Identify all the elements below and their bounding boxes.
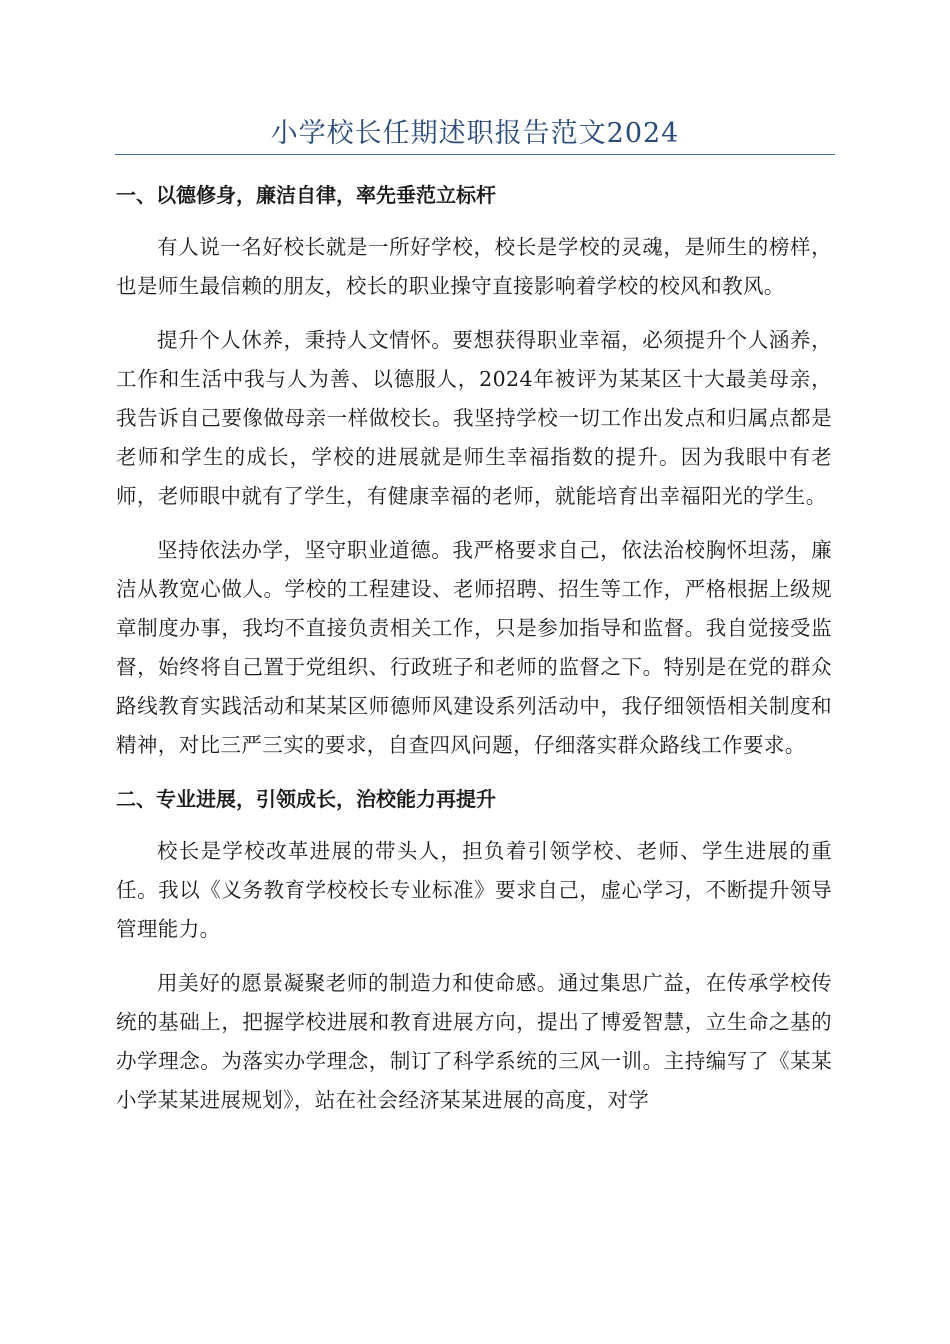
section-heading: 一、以德修身，廉洁自律，率先垂范立标杆 [116, 183, 496, 207]
body-paragraph: 提升个人休养，秉持人文情怀。要想获得职业幸福，必须提升个人涵养，工作和生活中我与人为善、以德服人，2024年被评为某某区十大最美母亲，我告诉自己要像做母亲一样做校长。我坚持学校一切工作出发点和归属点都是老师和学生的成长，学校的进展就是师生幸福指数的提升。因为我眼中有老师，老师眼中就有了学生，有健康幸福的老师，就能培育出幸福阳光的学生。 [116, 328, 832, 508]
body-paragraph: 用美好的愿景凝聚老师的制造力和使命感。通过集思广益，在传承学校传统的基础上，把握学校进展和教育进展方向，提出了博爱智慧，立生命之基的办学理念。为落实办学理念，制订了科学系统的三风一训。主持编写了《某某小学某某进展规划》，站在社会经济某某进展的高度，对学 [116, 971, 832, 1112]
body-paragraph: 坚持依法办学，坚守职业道德。我严格要求自己，依法治校胸怀坦荡，廉洁从教宽心做人。学校的工程建设、老师招聘、招生等工作，严格根据上级规章制度办事，我均不直接负责相关工作，只是参加指导和监督。我自觉接受监督，始终将自己置于党组织、行政班子和老师的监督之下。特别是在党的群众路线教育实践活动和某某区师德师风建设系列活动中，我仔细领悟相关制度和精神，对比三严三实的要求，自查四风问题，仔细落实群众路线工作要求。 [116, 538, 832, 757]
document-title: 小学校长任期述职报告范文2024 [270, 118, 680, 149]
section-heading: 二、专业进展，引领成长，治校能力再提升 [116, 787, 496, 811]
body-paragraph: 有人说一名好校长就是一所好学校，校长是学校的灵魂，是师生的榜样，也是师生最信赖的朋友，校长的职业操守直接影响着学校的校风和教风。 [116, 235, 832, 298]
title-underline [115, 154, 835, 155]
document-body [116, 176, 832, 1135]
body-paragraph: 校长是学校改革进展的带头人，担负着引领学校、老师、学生进展的重任。我以《义务教育学校校长专业标准》要求自己，虚心学习，不断提升领导管理能力。 [116, 839, 832, 941]
